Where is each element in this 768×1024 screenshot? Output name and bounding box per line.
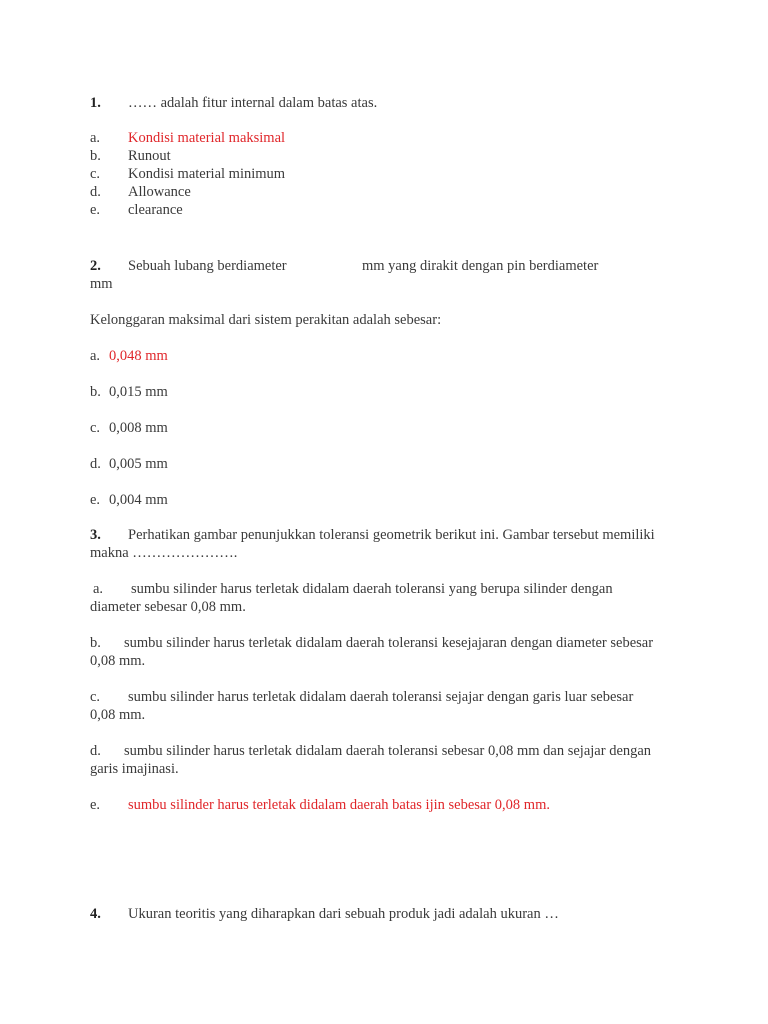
q3-option-c-letter: c. xyxy=(90,689,101,705)
q2-option-c-letter: c. xyxy=(90,420,101,436)
q1-option-a-text: Kondisi material maksimal xyxy=(128,130,286,146)
q3-option-c-line1: sumbu silinder harus terletak didalam daerah toleransi sejajar dengan garis luar sebesar xyxy=(128,689,634,705)
question-4-number: 4. xyxy=(90,906,101,922)
question-1-number: 1. xyxy=(90,95,101,111)
question-1-text: …… adalah fitur internal dalam batas atas. xyxy=(128,95,378,111)
q1-option-e-text: clearance xyxy=(128,202,183,218)
q3-option-b-line2: 0,08 mm. xyxy=(90,653,146,669)
q1-option-d-text: Allowance xyxy=(128,184,191,200)
q1-option-d-letter: d. xyxy=(90,184,101,200)
q2-option-b-letter: b. xyxy=(90,384,101,400)
q1-option-b-text: Runout xyxy=(128,148,171,164)
q3-option-d-line1: sumbu silinder harus terletak didalam daerah toleransi sebesar 0,08 mm dan sejajar dengan xyxy=(124,743,652,759)
q2-option-e-letter: e. xyxy=(90,492,101,508)
question-2-text-part3: mm xyxy=(90,276,113,292)
q2-option-b-text: 0,015 mm xyxy=(109,384,168,400)
q3-option-d-line2: garis imajinasi. xyxy=(90,761,179,777)
q3-option-b-line1: sumbu silinder harus terletak didalam daerah toleransi kesejajaran dengan diameter sebesar xyxy=(124,635,654,651)
q3-option-a-letter: a. xyxy=(93,581,104,597)
question-3-text-line1: Perhatikan gambar penunjukkan toleransi geometrik berikut ini. Gambar tersebut memiliki xyxy=(128,527,655,543)
q2-option-e-text: 0,004 mm xyxy=(109,492,168,508)
q3-option-d-letter: d. xyxy=(90,743,101,759)
question-2-text-part1: Sebuah lubang berdiameter xyxy=(128,258,287,274)
q1-option-c-letter: c. xyxy=(90,166,101,182)
question-3-text-line2: makna …………………. xyxy=(90,545,238,561)
question-2-number: 2. xyxy=(90,258,101,274)
q3-option-a-line1: sumbu silinder harus terletak didalam daerah toleransi yang berupa silinder dengan xyxy=(131,581,613,597)
q2-option-c-text: 0,008 mm xyxy=(109,420,168,436)
q1-option-a-letter: a. xyxy=(90,130,101,146)
q1-option-b-letter: b. xyxy=(90,148,101,164)
q3-option-e-line1: sumbu silinder harus terletak didalam daerah batas ijin sebesar 0,08 mm. xyxy=(128,797,550,813)
question-4-text: Ukuran teoritis yang diharapkan dari sebuah produk jadi adalah ukuran … xyxy=(128,906,559,922)
question-3-number: 3. xyxy=(90,527,101,543)
q1-option-e-letter: e. xyxy=(90,202,101,218)
q3-option-a-line2: diameter sebesar 0,08 mm. xyxy=(90,599,246,615)
q1-option-c-text: Kondisi material minimum xyxy=(128,166,286,182)
q3-option-b-letter: b. xyxy=(90,635,101,651)
q2-option-a-text: 0,048 mm xyxy=(109,348,168,364)
q3-option-c-line2: 0,08 mm. xyxy=(90,707,146,723)
q3-option-e-letter: e. xyxy=(90,797,101,813)
question-2-prompt: Kelonggaran maksimal dari sistem perakitan adalah sebesar: xyxy=(90,312,442,328)
q2-option-d-text: 0,005 mm xyxy=(109,456,168,472)
q2-option-a-letter: a. xyxy=(90,348,101,364)
question-2-text-part2: mm yang dirakit dengan pin berdiameter xyxy=(362,258,599,274)
q2-option-d-letter: d. xyxy=(90,456,101,472)
